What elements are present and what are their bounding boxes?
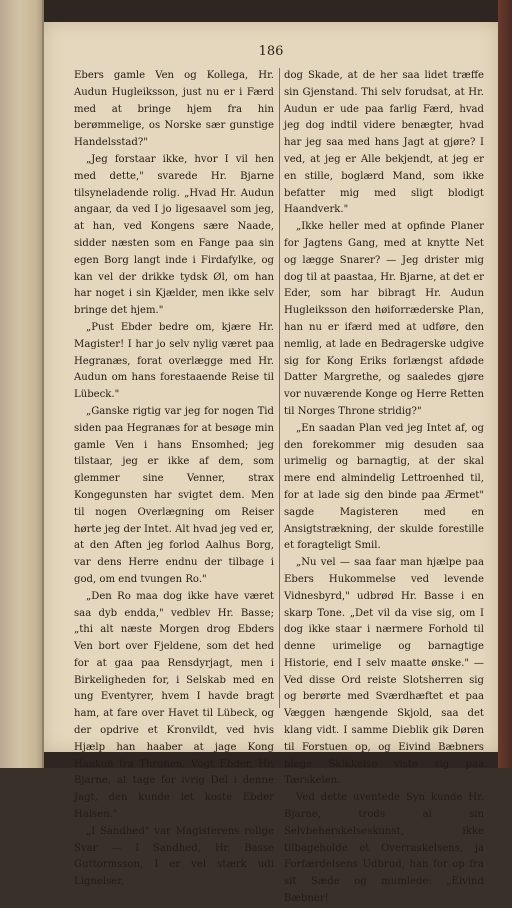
column-divider (279, 68, 280, 708)
left-paragraph-1: Ebers gamle Ven og Kollega, Hr. Audun Hugleiksson, just nu er i Færd med at bringe hjem fra hin berømmelige, os Norske sær gunstige Handelsstad?" (74, 70, 274, 149)
book-page (44, 22, 498, 905)
left-paragraph-2: „Jeg forstaar ikke, hvor I vil hen med dette," svarede Hr. Bjarne tilsyneladende rolig. „Hvad Hr. Audun angaar, da ved I jo ligesaavel som jeg, at han, ved Kongens sære Naade, sidder næsten som en Fange paa sin egen Borg langt inde i Firdafylke, og kan vel der drikke tydsk Øl, om han har noget i sin Kjælder, men ikke selv bringe det hjem." (74, 153, 274, 317)
right-paragraph-5: Ved dette uventede Syn kunde Hr. Bjarne, trods al sin Selvbeherskelseskunst, ikke tilbageholde et Overraskelsens, ja Forfærdelsens Udbrud, han for op fra sit Sæde og mumlede: „Eivind Bæbner! (284, 792, 484, 905)
right-paragraph-3: „En saadan Plan ved jeg Intet af, og den forekommer mig desuden saa urimelig og barnagtig, at der skal mere end almindelig Lettroenhed til, for at lade sig den binde paa Ærmet" sagde Magisteren med en Ansigtstrækning, der skulde forestille et foragteligt Smil. (284, 422, 484, 552)
left-paragraph-4: „Ganske rigtig var jeg for nogen Tid siden paa Hegranæs for at besøge min gamle Ven i hans Ensomhed; jeg tilstaar, jeg er ikke af dem, som glemmer sine Venner, strax Kongegunsten har svigtet dem. Men til nogen Overlægning om Reiser hørte jeg der Intet. Alt hvad jeg ved er, at den Aften jeg forlod Aalhus Borg, var dens Herre endnu der tilbage i god, om end tvungen Ro." (74, 405, 274, 585)
right-column (284, 68, 484, 908)
left-paragraph-3: „Pust Ebder bedre om, kjære Hr. Magister! I har jo selv nylig været paa Hegranæs, forat overlægge med Hr. Audun om hans forestaaende Reise til Lübeck." (74, 321, 274, 401)
left-paragraph-5: „Den Ro maa dog ikke have været saa dyb endda," vedblev Hr. Basse; „thi alt næste Morgen drog Ebders Ven bort over Fjeldene, som det hed for at gaa paa Rensdyrjagt, men i Birkeligheden for, i Selskab med en ung Eventyrer, hvem I havde bragt ham, at fare over Havet til Lübeck, og der opdrive et Kronvildt, ved hvis Hjælp han haaber at jage Kong Haakon fra Thronen. Vogt Ebder, Hr. Bjarne, at tage for ivrig Del i denne Jagt, den kunde let koste Ebder Halsen." (74, 590, 274, 821)
right-paragraph-4: „Nu vel — saa faar man hjælpe paa Ebers Hukommelse ved levende Vidnesbyrd," udbrød Hr. Basse i en skarp Tone. „Det vil da vise sig, om I dog ikke staar i nærmere Forhold til denne urimelige og barnagtige Historie, end I selv maatte ønske." — Ved disse Ord reiste Slotsherren sig og berørte med Sværdhæftet et paa Væggen hængende Skjold, saa det klang vidt. I samme Dieblik gik Døren til Forstuen op, og Eivind Bæbners blege Skikkelse viste sig paa Tærskelen. (284, 557, 484, 787)
book-cover-edge (498, 0, 512, 768)
page-number: 186 (258, 44, 284, 59)
right-paragraph-1: dog Skade, at de her saa lidet træffe sin Gjenstand. Thi selv forudsat, at Hr. Audun er ude paa farlig Færd, hvad jeg dog indtil videre benægter, hvad har jeg saa med hans Jagt at gjøre? I ved, at jeg er Alle bekjendt, at jeg er en stille, boglærd Mand, som ikke befatter mig med sligt blodigt Haandverk." (284, 70, 484, 216)
page-stack-edge (0, 0, 44, 768)
right-paragraph-2: „Ikke heller med at opfinde Planer for Jagtens Gang, med at knytte Net og lægge Snarer? — Jeg drister mig dog til at paastaa, Hr. Bjarne, at det er Eder, som har bibragt Hr. Audun Hugleiksson den høiforræderske Plan, han nu er ifærd med at udføre, den nemlig, at lade en Bedragerske udgive sig for Kong Eriks forlængst afdøde Datter Margrethe, og saaledes gjøre vor nuværende Konge og Herre Retten til Norges Throne stridig?" (284, 221, 484, 417)
left-paragraph-6: „I Sandhed" var Magisterens rolige Svar — I Sandhed, Hr. Basse Guttormsson, I er vel stærk udi Lignelser, (74, 825, 274, 888)
